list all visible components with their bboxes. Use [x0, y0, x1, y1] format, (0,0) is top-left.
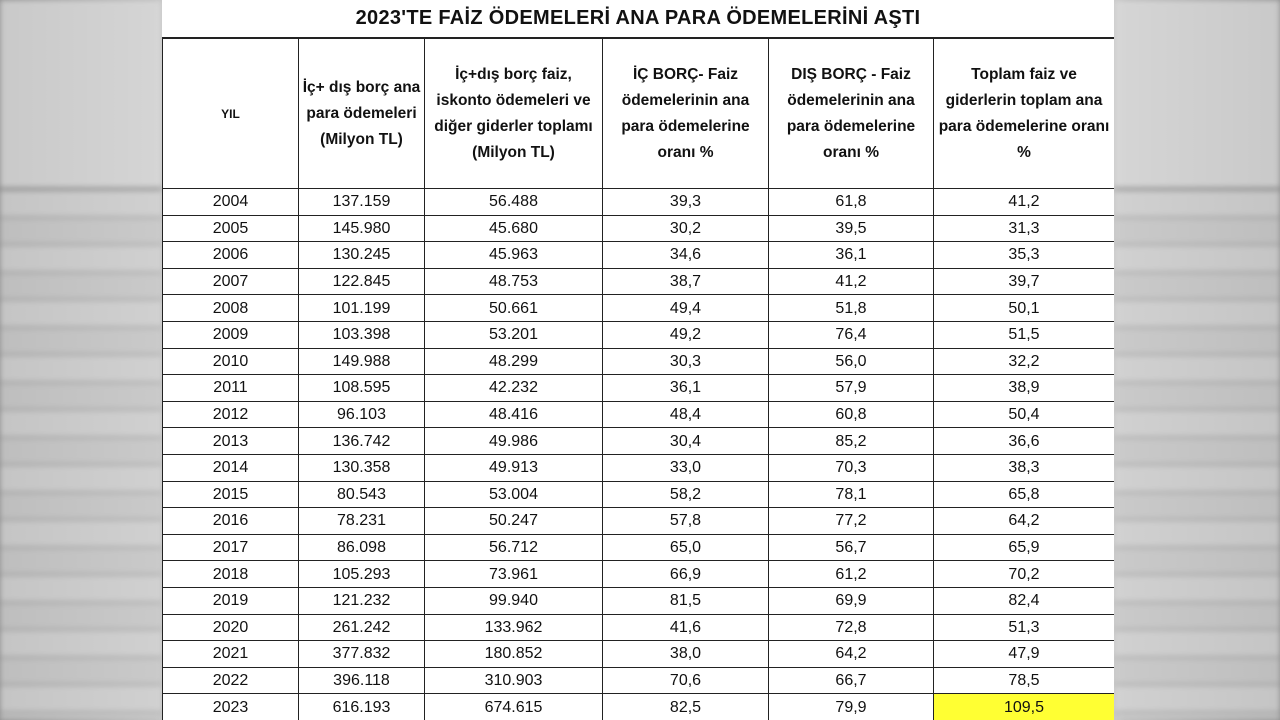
principal-cell: 80.543: [299, 481, 425, 508]
interest-cell: 48.299: [425, 348, 603, 375]
total-ratio-cell: 78,5: [934, 667, 1115, 694]
interest-cell: 45.680: [425, 215, 603, 242]
interest-cell: 56.488: [425, 189, 603, 216]
domestic-ratio-cell: 65,0: [603, 534, 769, 561]
foreign-ratio-cell: 51,8: [769, 295, 934, 322]
principal-cell: 145.980: [299, 215, 425, 242]
interest-cell: 48.416: [425, 401, 603, 428]
foreign-ratio-cell: 39,5: [769, 215, 934, 242]
domestic-ratio-cell: 39,3: [603, 189, 769, 216]
table-row: [163, 401, 1115, 428]
table-row: [163, 454, 1115, 481]
blurred-left-edge: [0, 0, 162, 720]
foreign-ratio-cell: 56,0: [769, 348, 934, 375]
foreign-ratio-cell: 78,1: [769, 481, 934, 508]
principal-cell: 396.118: [299, 667, 425, 694]
table-row: [163, 428, 1115, 455]
year-cell: 2022: [163, 667, 299, 694]
principal-cell: 78.231: [299, 508, 425, 535]
principal-cell: 136.742: [299, 428, 425, 455]
year-cell: 2021: [163, 641, 299, 668]
foreign-ratio-cell: 64,2: [769, 641, 934, 668]
foreign-ratio-cell: 72,8: [769, 614, 934, 641]
table-row: [163, 587, 1115, 614]
table-row: [163, 215, 1115, 242]
foreign-ratio-cell: 77,2: [769, 508, 934, 535]
total-ratio-cell: 32,2: [934, 348, 1115, 375]
year-cell: 2020: [163, 614, 299, 641]
total-ratio-cell: 65,9: [934, 534, 1115, 561]
table-row: [163, 295, 1115, 322]
domestic-ratio-cell: 66,9: [603, 561, 769, 588]
principal-cell: 261.242: [299, 614, 425, 641]
foreign-ratio-cell: 57,9: [769, 375, 934, 402]
domestic-ratio-cell: 36,1: [603, 375, 769, 402]
domestic-ratio-cell: 49,4: [603, 295, 769, 322]
year-cell: 2010: [163, 348, 299, 375]
principal-cell: 137.159: [299, 189, 425, 216]
principal-cell: 616.193: [299, 694, 425, 720]
interest-cell: 45.963: [425, 242, 603, 269]
year-cell: 2006: [163, 242, 299, 269]
interest-cell: 49.986: [425, 428, 603, 455]
total-ratio-cell: 36,6: [934, 428, 1115, 455]
debt-payments-table: [162, 38, 1114, 720]
domestic-ratio-cell: 57,8: [603, 508, 769, 535]
table-row: [163, 614, 1115, 641]
domestic-ratio-cell: 48,4: [603, 401, 769, 428]
foreign-ratio-cell: 70,3: [769, 454, 934, 481]
domestic-ratio-cell: 49,2: [603, 321, 769, 348]
year-cell: 2019: [163, 587, 299, 614]
interest-cell: 42.232: [425, 375, 603, 402]
foreign-ratio-cell: 61,8: [769, 189, 934, 216]
total-ratio-cell: 82,4: [934, 587, 1115, 614]
foreign-ratio-cell: 36,1: [769, 242, 934, 269]
interest-cell: 48.753: [425, 268, 603, 295]
total-ratio-cell: 50,1: [934, 295, 1115, 322]
year-cell: 2013: [163, 428, 299, 455]
domestic-ratio-cell: 34,6: [603, 242, 769, 269]
column-header-foreign-ratio: DIŞ BORÇ - Faiz ödemelerinin ana para ödemelerine oranı %: [769, 39, 934, 189]
domestic-ratio-cell: 30,2: [603, 215, 769, 242]
column-header-domestic-ratio: İÇ BORÇ- Faiz ödemelerinin ana para ödemelerine oranı %: [603, 39, 769, 189]
table-row: [163, 508, 1115, 535]
principal-cell: 108.595: [299, 375, 425, 402]
total-ratio-cell: 35,3: [934, 242, 1115, 269]
interest-cell: 53.201: [425, 321, 603, 348]
interest-cell: 73.961: [425, 561, 603, 588]
principal-cell: 130.245: [299, 242, 425, 269]
interest-cell: 50.661: [425, 295, 603, 322]
domestic-ratio-cell: 33,0: [603, 454, 769, 481]
total-ratio-cell: 51,3: [934, 614, 1115, 641]
total-ratio-cell: 50,4: [934, 401, 1115, 428]
blurred-right-edge: [1114, 0, 1280, 720]
interest-cell: 49.913: [425, 454, 603, 481]
domestic-ratio-cell: 30,4: [603, 428, 769, 455]
table-title: 2023'TE FAİZ ÖDEMELERİ ANA PARA ÖDEMELERİNİ AŞTI: [162, 0, 1114, 38]
table-row: [163, 534, 1115, 561]
interest-cell: 133.962: [425, 614, 603, 641]
principal-cell: 105.293: [299, 561, 425, 588]
domestic-ratio-cell: 58,2: [603, 481, 769, 508]
total-ratio-cell: 47,9: [934, 641, 1115, 668]
table-row: [163, 348, 1115, 375]
principal-cell: 121.232: [299, 587, 425, 614]
table-row: [163, 242, 1115, 269]
total-ratio-cell: 51,5: [934, 321, 1115, 348]
header-row: [163, 39, 1115, 189]
table-row: [163, 321, 1115, 348]
principal-cell: 130.358: [299, 454, 425, 481]
foreign-ratio-cell: 60,8: [769, 401, 934, 428]
year-cell: 2011: [163, 375, 299, 402]
total-ratio-cell: 70,2: [934, 561, 1115, 588]
principal-cell: 101.199: [299, 295, 425, 322]
interest-cell: 180.852: [425, 641, 603, 668]
year-cell: 2004: [163, 189, 299, 216]
debt-table-sheet: [162, 0, 1114, 720]
principal-cell: 103.398: [299, 321, 425, 348]
foreign-ratio-cell: 69,9: [769, 587, 934, 614]
interest-cell: 50.247: [425, 508, 603, 535]
table-row: [163, 481, 1115, 508]
interest-cell: 99.940: [425, 587, 603, 614]
principal-cell: 96.103: [299, 401, 425, 428]
total-ratio-cell: 38,3: [934, 454, 1115, 481]
year-cell: 2017: [163, 534, 299, 561]
total-ratio-cell: 65,8: [934, 481, 1115, 508]
column-header-year: YIL: [163, 39, 299, 189]
foreign-ratio-cell: 76,4: [769, 321, 934, 348]
principal-cell: 86.098: [299, 534, 425, 561]
foreign-ratio-cell: 61,2: [769, 561, 934, 588]
total-ratio-cell: 41,2: [934, 189, 1115, 216]
table-row: [163, 375, 1115, 402]
domestic-ratio-cell: 38,7: [603, 268, 769, 295]
table-row: [163, 561, 1115, 588]
interest-cell: 310.903: [425, 667, 603, 694]
table-row: [163, 641, 1115, 668]
domestic-ratio-cell: 38,0: [603, 641, 769, 668]
principal-cell: 377.832: [299, 641, 425, 668]
foreign-ratio-cell: 56,7: [769, 534, 934, 561]
foreign-ratio-cell: 41,2: [769, 268, 934, 295]
year-cell: 2016: [163, 508, 299, 535]
table-body: [163, 189, 1115, 720]
domestic-ratio-cell: 81,5: [603, 587, 769, 614]
interest-cell: 674.615: [425, 694, 603, 720]
domestic-ratio-cell: 82,5: [603, 694, 769, 720]
domestic-ratio-cell: 41,6: [603, 614, 769, 641]
year-cell: 2007: [163, 268, 299, 295]
total-ratio-cell: 31,3: [934, 215, 1115, 242]
total-ratio-cell: 39,7: [934, 268, 1115, 295]
foreign-ratio-cell: 85,2: [769, 428, 934, 455]
table-row: [163, 189, 1115, 216]
column-header-principal: İç+ dış borç ana para ödemeleri (Milyon TL): [299, 39, 425, 189]
domestic-ratio-cell: 70,6: [603, 667, 769, 694]
column-header-total-ratio: Toplam faiz ve giderlerin toplam ana para ödemelerine oranı %: [934, 39, 1115, 189]
year-cell: 2015: [163, 481, 299, 508]
foreign-ratio-cell: 66,7: [769, 667, 934, 694]
year-cell: 2012: [163, 401, 299, 428]
table-row: [163, 694, 1115, 720]
year-cell: 2008: [163, 295, 299, 322]
total-ratio-cell: 38,9: [934, 375, 1115, 402]
year-cell: 2023: [163, 694, 299, 720]
domestic-ratio-cell: 30,3: [603, 348, 769, 375]
table-row: [163, 667, 1115, 694]
year-cell: 2005: [163, 215, 299, 242]
principal-cell: 122.845: [299, 268, 425, 295]
year-cell: 2014: [163, 454, 299, 481]
year-cell: 2009: [163, 321, 299, 348]
year-cell: 2018: [163, 561, 299, 588]
interest-cell: 53.004: [425, 481, 603, 508]
total-ratio-cell: 64,2: [934, 508, 1115, 535]
foreign-ratio-cell: 79,9: [769, 694, 934, 720]
column-header-interest: İç+dış borç faiz, iskonto ödemeleri ve diğer giderler toplamı (Milyon TL): [425, 39, 603, 189]
principal-cell: 149.988: [299, 348, 425, 375]
interest-cell: 56.712: [425, 534, 603, 561]
table-row: [163, 268, 1115, 295]
total-ratio-cell: 109,5: [934, 694, 1115, 720]
